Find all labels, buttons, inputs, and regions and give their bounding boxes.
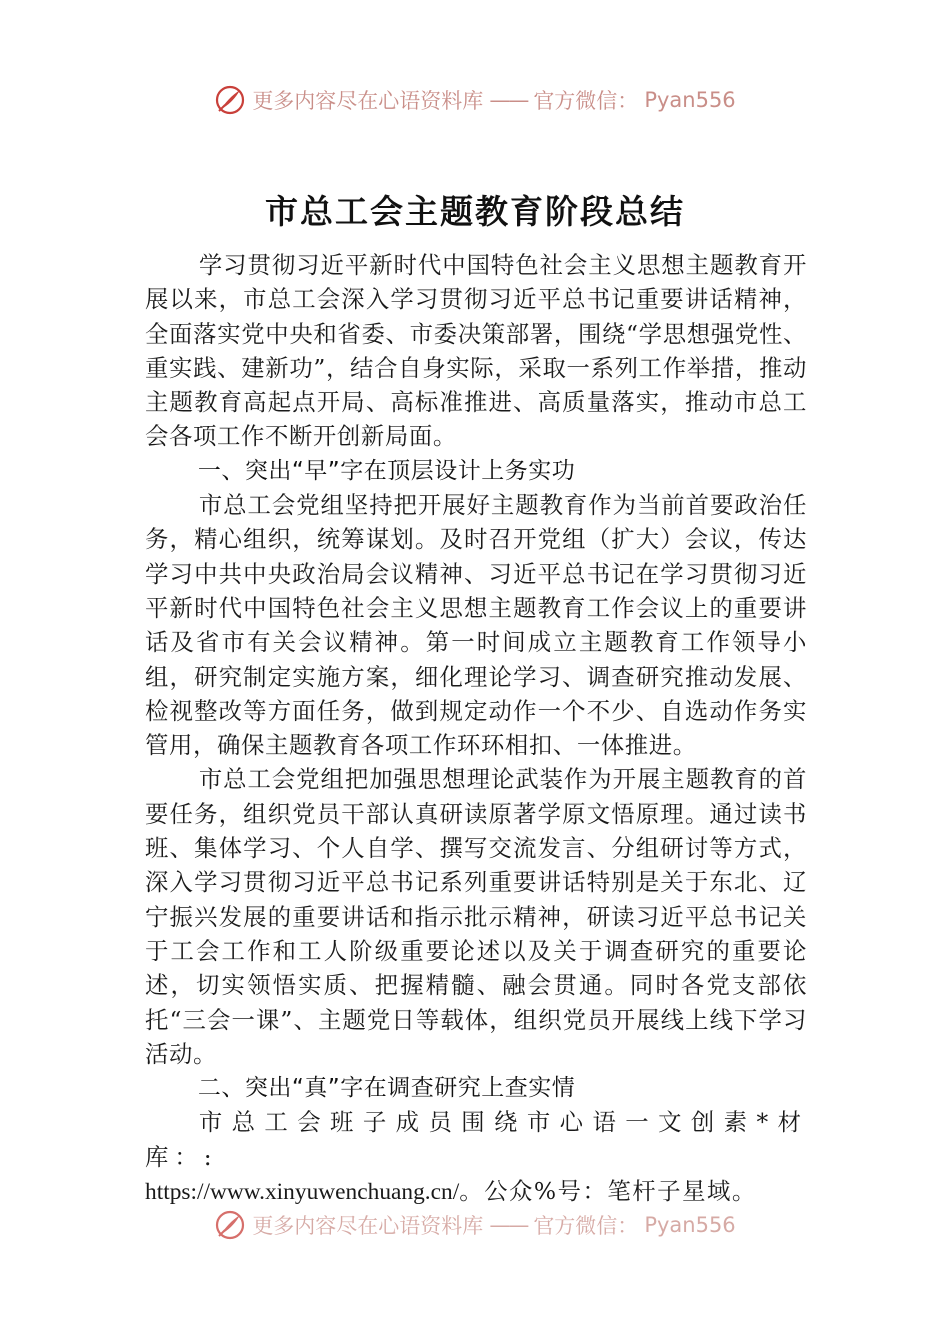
document-title: 市总工会主题教育阶段总结: [265, 192, 685, 231]
quill-pen-logo-icon: [214, 1209, 246, 1241]
section-2-paragraph-continued: [145, 1174, 807, 1209]
watermark-separator: ——: [489, 88, 528, 112]
quill-pen-logo-icon: [214, 84, 246, 116]
watermark-wechat-id: Pyan556: [644, 88, 736, 112]
section-2-paragraph-end: 。公众%号：笔杆子星域。: [459, 1177, 757, 1206]
watermark-header: [0, 84, 950, 116]
watermark-wechat-label: 官方微信：: [533, 89, 639, 113]
intro-paragraph: 学习贯彻习近平新时代中国特色社会主义思想主题教育开展以来，市总工会深入学习贯彻习近平总书记重要讲话精神，全面落实党中央和省委、市委决策部署，围绕“学思想强党性、重实践、建新功”，结合自身实际，采取一系列工作举措，推动主题教育高起点开局、高标准推进、高质量落实，推动市总工会各项工作不断开创新局面。: [145, 251, 807, 451]
watermark-wechat-label: 官方微信：: [533, 1214, 639, 1238]
section-2-paragraph-1: [145, 1105, 807, 1174]
section-1-paragraph-1: 市总工会党组坚持把开展好主题教育作为当前首要政治任务，精心组织，统筹谋划。及时召开党组（扩大）会议，传达学习中共中央政治局会议精神、习近平总书记在学习贯彻习近平新时代中国特色社会主义思想主题教育工作会议上的重要讲话及省市有关会议精神。第一时间成立主题教育工作领导小组，研究制定实施方案，细化理论学习、调查研究推动发展、检视整改等方面任务，做到规定动作一个不少、自选动作务实管用，确保主题教育各项工作环环相扣、一体推进。: [145, 491, 807, 760]
section-2-paragraph-start: 市总工会班子成员围绕市心语一文创素*材库：:: [145, 1108, 807, 1171]
section-1-paragraph-2: 市总工会党组把加强思想理论武装作为开展主题教育的首要任务，组织党员干部认真研读原著学原文悟原理。通过读书班、集体学习、个人自学、撰写交流发言、分组研讨等方式，深入学习贯彻习近平总书记系列重要讲话特别是关于东北、辽宁振兴发展的重要讲话和指示批示精神，研读习近平总书记关于工会工作和工人阶级重要论述以及关于调查研究的重要论述，切实领悟实质、把握精髓、融会贯通。同时各党支部依托“三会一课”、主题党日等载体，组织党员开展线上线下学习活动。: [145, 765, 807, 1068]
section-2-heading: 二、突出“真”字在调查研究上查实情: [197, 1075, 576, 1102]
watermark-text: 更多内容尽在心语资料库: [252, 89, 484, 113]
website-url: https://www.xinyuwenchuang.cn/: [145, 1179, 460, 1206]
watermark-wechat-id: Pyan556: [644, 1213, 736, 1237]
section-1-heading: 一、突出“早”字在顶层设计上务实功: [197, 457, 576, 484]
watermark-separator: ——: [489, 1213, 528, 1237]
watermark-text: 更多内容尽在心语资料库: [252, 1214, 484, 1238]
watermark-footer: [0, 1209, 950, 1241]
document-body: [145, 248, 807, 1209]
